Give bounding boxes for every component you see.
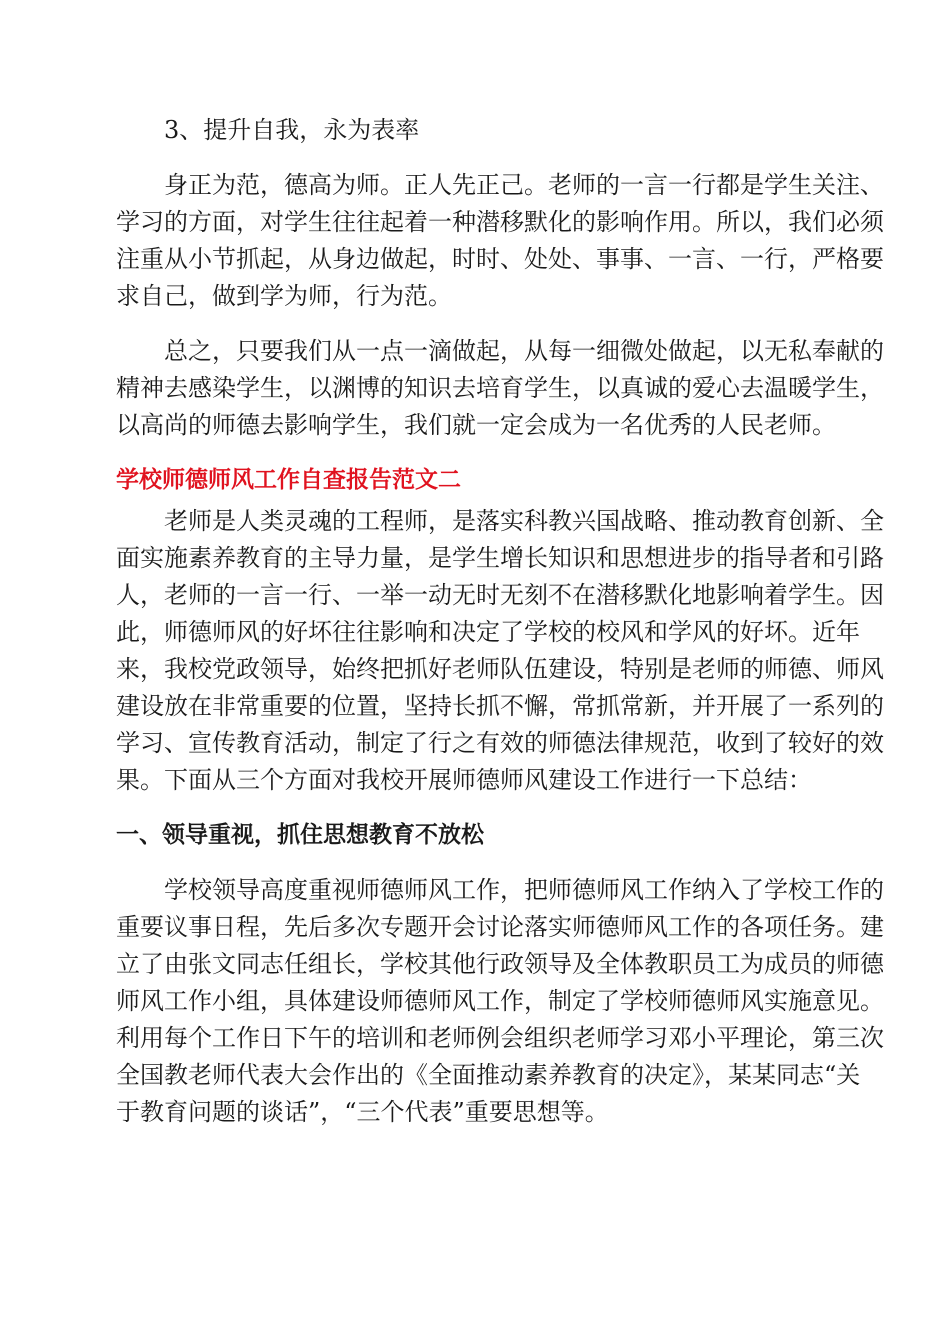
report-intro-paragraph [116,503,884,799]
text-line: 全国教老师代表大会作出的《全面推动素养教育的决定》，某某同志“关 [116,1061,861,1089]
text-line: 总之，只要我们从一点一滴做起，从每一细微处做起，以无私奉献的 [164,337,884,365]
part1-paragraph [116,872,884,1131]
text-line: 学校领导高度重视师德师风工作，把师德师风工作纳入了学校工作的 [164,876,884,904]
text-line: 重要议事日程，先后多次专题开会讨论落实师德师风工作的各项任务。建 [116,913,884,941]
text-line: 于教育问题的谈话”，“三个代表”重要思想等。 [116,1098,609,1126]
text-line: 精神去感染学生，以渊博的知识去培育学生，以真诚的爱心去温暖学生， [116,374,884,402]
text-line: 来，我校党政领导，始终把抓好老师队伍建设，特别是老师的师德、师风 [116,655,884,683]
text-line: 注重从小节抓起，从身边做起，时时、处处、事事、一言、一行，严格要 [116,245,884,273]
text-line: 学习的方面，对学生往往起着一种潜移默化的影响作用。所以，我们必须 [116,208,884,236]
report-title: 学校师德师风工作自查报告范文二 [116,467,461,493]
part1-heading: 一、领导重视，抓住思想教育不放松 [116,822,484,848]
section3-paragraph-1 [116,167,884,315]
text-line: 建设放在非常重要的位置，坚持长抓不懈，常抓常新，并开展了一系列的 [116,692,884,720]
document-body [116,112,884,1131]
section3-heading: 3、提升自我，永为表率 [164,116,420,144]
text-line: 此，师德师风的好坏往往影响和决定了学校的校风和学风的好坏。近年 [116,618,860,646]
text-line: 老师是人类灵魂的工程师，是落实科教兴国战略、推动教育创新、全 [164,507,884,535]
text-line: 人，老师的一言一行、一举一动无时无刻不在潜移默化地影响着学生。因 [116,581,884,609]
text-line: 以高尚的师德去影响学生，我们就一定会成为一名优秀的人民老师。 [116,411,836,439]
text-line: 身正为范，德高为师。正人先正己。老师的一言一行都是学生关注、 [164,171,884,199]
section3-paragraph-2 [116,333,884,444]
text-line: 求自己，做到学为师，行为范。 [116,282,452,310]
text-line: 立了由张文同志任组长，学校其他行政领导及全体教职员工为成员的师德 [116,950,884,978]
text-line: 果。下面从三个方面对我校开展师德师风建设工作进行一下总结： [116,766,812,794]
text-line: 学习、宣传教育活动，制定了行之有效的师德法律规范，收到了较好的效 [116,729,884,757]
text-line: 面实施素养教育的主导力量，是学生增长知识和思想进步的指导者和引路 [116,544,884,572]
text-line: 师风工作小组，具体建设师德师风工作，制定了学校师德师风实施意见。 [116,987,884,1015]
text-line: 利用每个工作日下午的培训和老师例会组织老师学习邓小平理论，第三次 [116,1024,884,1052]
